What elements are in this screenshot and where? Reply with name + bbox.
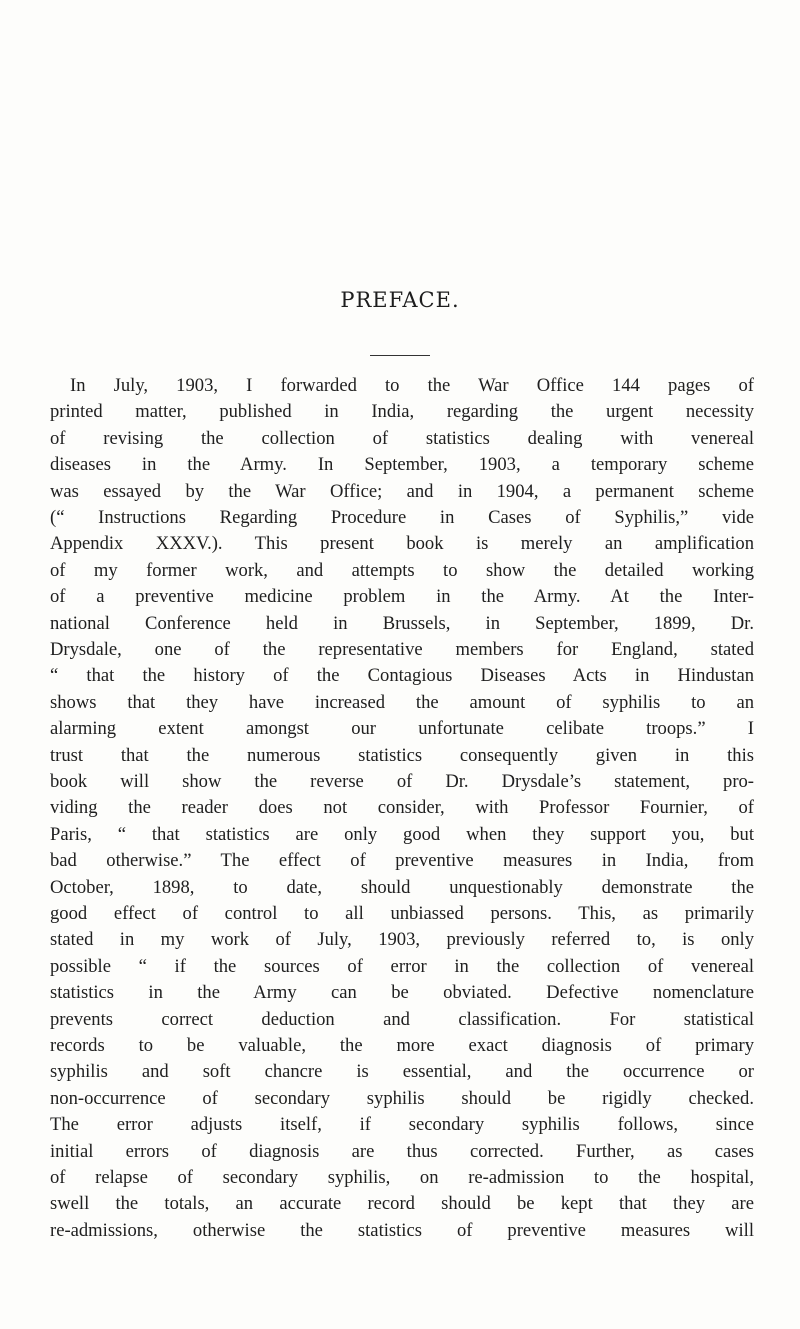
text-line: of a preventive medicine problem in the Army. At the Inter- bbox=[50, 586, 754, 608]
text-line: of revising the collection of statistics dealing with venereal bbox=[50, 427, 754, 449]
text-line: (“ Instructions Regarding Procedure in Cases of Syphilis,” vide bbox=[50, 507, 754, 528]
text-line: of relapse of secondary syphilis, on re-admission to the hospital, bbox=[50, 1167, 754, 1188]
title-divider bbox=[370, 355, 430, 356]
text-line: prevents correct deduction and classification. For statistical bbox=[50, 1008, 754, 1030]
page-title: PREFACE. bbox=[340, 288, 460, 312]
text-line: Drysdale, one of the representative members for England, stated bbox=[50, 639, 754, 660]
text-line: printed matter, published in India, regarding the urgent necessity bbox=[50, 401, 754, 423]
text-line: “ that the history of the Contagious Diseases Acts in Hindustan bbox=[50, 665, 754, 687]
text-line: Paris, “ that statistics are only good when they support you, but bbox=[50, 823, 754, 845]
text-line: bad otherwise.” The effect of preventive measures in India, from bbox=[50, 850, 754, 872]
text-line: non-occurrence of secondary syphilis should be rigidly checked. bbox=[50, 1087, 754, 1109]
text-line: stated in my work of July, 1903, previously referred to, is only bbox=[50, 929, 754, 951]
text-line: In July, 1903, I forwarded to the War Office 144 pages of bbox=[70, 375, 754, 396]
text-line: diseases in the Army. In September, 1903, a temporary scheme bbox=[50, 454, 754, 476]
text-line: national Conference held in Brussels, in September, 1899, Dr. bbox=[50, 612, 754, 634]
text-line: good effect of control to all unbiassed persons. This, as primarily bbox=[50, 903, 754, 924]
text-line: of my former work, and attempts to show the detailed working bbox=[50, 559, 754, 581]
text-line: October, 1898, to date, should unquestionably demonstrate the bbox=[50, 876, 754, 898]
text-line: initial errors of diagnosis are thus corrected. Further, as cases bbox=[50, 1140, 754, 1162]
text-line: trust that the numerous statistics consequently given in this bbox=[50, 744, 754, 766]
text-line: re-admissions, otherwise the statistics of preventive measures will bbox=[50, 1219, 754, 1241]
text-line: shows that they have increased the amount of syphilis to an bbox=[50, 691, 754, 713]
text-line: records to be valuable, the more exact diagnosis of primary bbox=[50, 1035, 754, 1056]
text-line: possible “ if the sources of error in the collection of venereal bbox=[50, 955, 754, 977]
text-line: syphilis and soft chancre is essential, and the occurrence or bbox=[50, 1061, 754, 1083]
text-line: viding the reader does not consider, with Professor Fournier, of bbox=[50, 797, 754, 819]
text-line: The error adjusts itself, if secondary syphilis follows, since bbox=[50, 1114, 754, 1136]
text-line: statistics in the Army can be obviated. Defective nomenclature bbox=[50, 982, 754, 1004]
text-line: Appendix XXXV.). This present book is merely an amplification bbox=[50, 533, 754, 555]
text-line: swell the totals, an accurate record should be kept that they are bbox=[50, 1193, 754, 1215]
text-line: was essayed by the War Office; and in 1904, a permanent scheme bbox=[50, 480, 754, 502]
text-line: alarming extent amongst our unfortunate celibate troops.” I bbox=[50, 718, 754, 740]
text-line: book will show the reverse of Dr. Drysdale’s statement, pro- bbox=[50, 771, 754, 792]
